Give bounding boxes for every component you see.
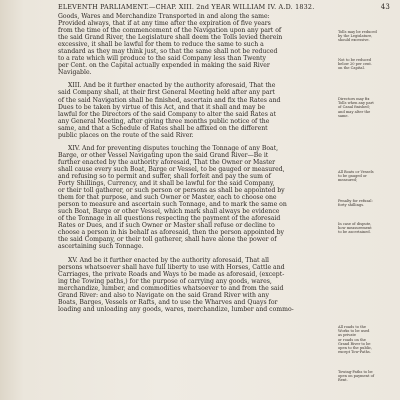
body-line: person to measure and ascertain such Tonnage, and to mark the same on bbox=[58, 201, 287, 209]
body-line: persons whatsoever shall have full liberty to use with Horses, Cattle and bbox=[58, 263, 285, 271]
body-text bbox=[58, 13, 332, 313]
body-line: of the said Navigation shall be finished, ascertain and fix the Rates and bbox=[58, 96, 281, 104]
body-line: Grand River: and also to Navigate on the said Grand River with any bbox=[58, 291, 270, 299]
body-line: ing the Towing paths,) for the purpose of carrying any goods, wares, bbox=[58, 277, 272, 285]
body-line: Forty Shillings, Currency, and it shall be lawful for the said Company, bbox=[58, 180, 275, 188]
body-line: of the Tonnage in all questions respecting the payment of the aforesaid bbox=[58, 215, 281, 223]
body-line: ascertaining such Tonnage. bbox=[58, 243, 144, 251]
body-line: per Cent. on the Capital actually expended in making the said River bbox=[58, 62, 270, 70]
margin-note: Not to be reduced below 20 per cent. on the Capital. bbox=[338, 58, 373, 71]
body-line: lawful for the Directors of the said Company to alter the said Rates at bbox=[58, 110, 276, 118]
body-line: shall cause every such Boat, Barge or Vessel, to be gauged or measured, bbox=[58, 165, 285, 173]
body-line: choose a person in his behalf as aforesaid, then the person appointed by bbox=[58, 229, 284, 237]
margin-note: Penalty for refusal: forty shillings. bbox=[338, 199, 373, 208]
margin-note: All Boats or Vessels to be gauged or measured; bbox=[338, 170, 374, 183]
body-line: further enacted by the authority aforesaid, That the Owner or Master bbox=[58, 158, 276, 166]
running-header bbox=[58, 3, 398, 11]
body-line: them for that purpose, and such Owner or Master, each to choose one bbox=[58, 194, 277, 202]
margin-note: Directors may fix Tolls when any part of Canal finished; and may alter the same. bbox=[338, 97, 374, 118]
body-line: the said Company, or their toll gatherer, shall have alone the power of bbox=[58, 236, 277, 244]
body-line: standard as they may think just, so that the same shall not be reduced bbox=[58, 48, 278, 56]
body-line: Navigable. bbox=[58, 69, 92, 77]
body-line: excessive, it shall be lawful for them to reduce the same to such a bbox=[58, 41, 264, 49]
margin-note: Tolls may be reduced by the Legislature, should excessive. bbox=[338, 30, 377, 43]
body-line: said Company shall, at their first General Meeting held after any part bbox=[58, 89, 275, 97]
body-line: to a rate which will produce to the said Company less than Twenty bbox=[58, 55, 266, 63]
body-line: XIV. And for preventing disputes touching the Tonnage of any Boat, bbox=[68, 144, 279, 152]
body-line: XV. And be it further enacted by the authority aforesaid, That all bbox=[68, 256, 270, 264]
body-line: XIII. And be it further enacted by the authority aforesaid, That the bbox=[68, 82, 276, 90]
body-line: public places on the route of the said River. bbox=[58, 131, 194, 139]
body-line: such Boat, Barge or other Vessel, which mark shall always be evidence bbox=[58, 208, 280, 216]
body-line: Dues to be taken by virtue of this Act, and that it shall and may be bbox=[58, 103, 266, 111]
body-line: the said Grand River, the Legislature shall deem the Tolls levied therein bbox=[58, 34, 283, 42]
body-line: Barge, or other Vessel Navigating upon the said Grand River—Be it bbox=[58, 151, 269, 159]
body-line: Carriages, the private Roads and Ways to be made as aforesaid, (except- bbox=[58, 270, 285, 278]
body-line: Goods, Wares and Merchandize Transported in and along the same: bbox=[58, 13, 270, 20]
body-line: or their toll gatherer, or such person or persons as shall be appointed by bbox=[58, 187, 285, 195]
body-line: merchandize, lumber, and commodities whatsoever to and from the said bbox=[58, 284, 284, 292]
margin-note: All roads to the Works to be used as private or roads on the Grand River to be open to the public, except Tow-Paths. bbox=[338, 325, 373, 355]
body-line: loading and unloading any goods, wares, merchandize, lumber and commo- bbox=[58, 305, 294, 313]
body-line: Rates or Dues, and if such Owner or Master shall refuse or decline to bbox=[58, 222, 275, 230]
body-line: and refusing so to permit and suffer, shall forfeit and pay the sum of bbox=[58, 172, 271, 180]
margin-note: Towing-Paths to be open on payment of Rent. bbox=[338, 370, 375, 383]
body-line: any General Meeting, after giving three months public notice of the bbox=[58, 117, 270, 125]
body-line: Boats, Barges, Vessels or Rafts, and to use the Wharves and Quays for bbox=[58, 298, 278, 306]
page-number: 43 bbox=[380, 3, 390, 11]
body-line: Provided always, that if at any time after the expiration of five years bbox=[58, 20, 271, 28]
margin-note: In case of dispute, how measurement to be ascertained. bbox=[338, 222, 372, 235]
body-line: from the time of the commencement of the Navigation upon any part of bbox=[58, 27, 282, 35]
running-head-title: ELEVENTH PARLIAMENT.—CHAP. XIII. 2nd YEAR WILLIAM IV. A.D. 1832. bbox=[58, 3, 315, 11]
body-line: same, and that a Schedule of Rates shall be affixed on the different bbox=[58, 124, 268, 132]
